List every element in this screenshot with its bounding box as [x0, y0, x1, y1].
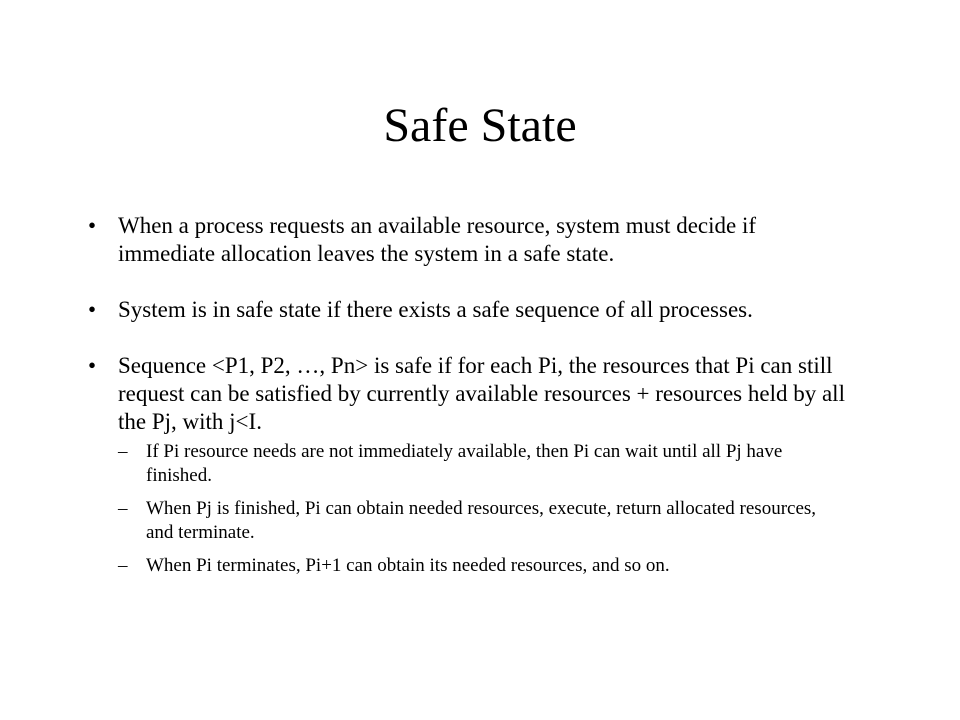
sub-bullet-list	[118, 440, 848, 578]
bullet-item	[88, 296, 848, 324]
sub-bullet-item	[118, 497, 848, 545]
bullet-text: When a process requests an available resource, system must decide if immediate allocation leaves the system in a safe state.	[118, 213, 757, 266]
sub-bullet-mark: –	[118, 498, 128, 519]
slide-title: Safe State	[383, 99, 577, 152]
bullet-mark: •	[88, 213, 97, 238]
bullet-text: Sequence <P1, P2, …, Pn> is safe if for each Pi, the resources that Pi can still request can be satisfied by currently available resources + resources held by all the Pj, with j<I.	[118, 353, 845, 434]
bullet-list	[88, 212, 848, 606]
sub-bullet-mark: –	[118, 441, 128, 462]
bullet-text: System is in safe state if there exists a safe sequence of all processes.	[118, 297, 753, 322]
bullet-item	[88, 352, 848, 578]
sub-bullet-item	[118, 440, 848, 488]
sub-bullet-item	[118, 554, 848, 578]
sub-bullet-text: When Pj is finished, Pi can obtain needed resources, execute, return allocated resources, and terminate.	[146, 498, 817, 543]
bullet-mark: •	[88, 353, 97, 378]
sub-bullet-text: When Pi terminates, Pi+1 can obtain its needed resources, and so on.	[146, 555, 670, 576]
bullet-item	[88, 212, 848, 268]
sub-bullet-text: If Pi resource needs are not immediately available, then Pi can wait until all Pj have finished.	[146, 441, 783, 486]
sub-bullet-mark: –	[118, 555, 128, 576]
bullet-mark: •	[88, 297, 97, 322]
